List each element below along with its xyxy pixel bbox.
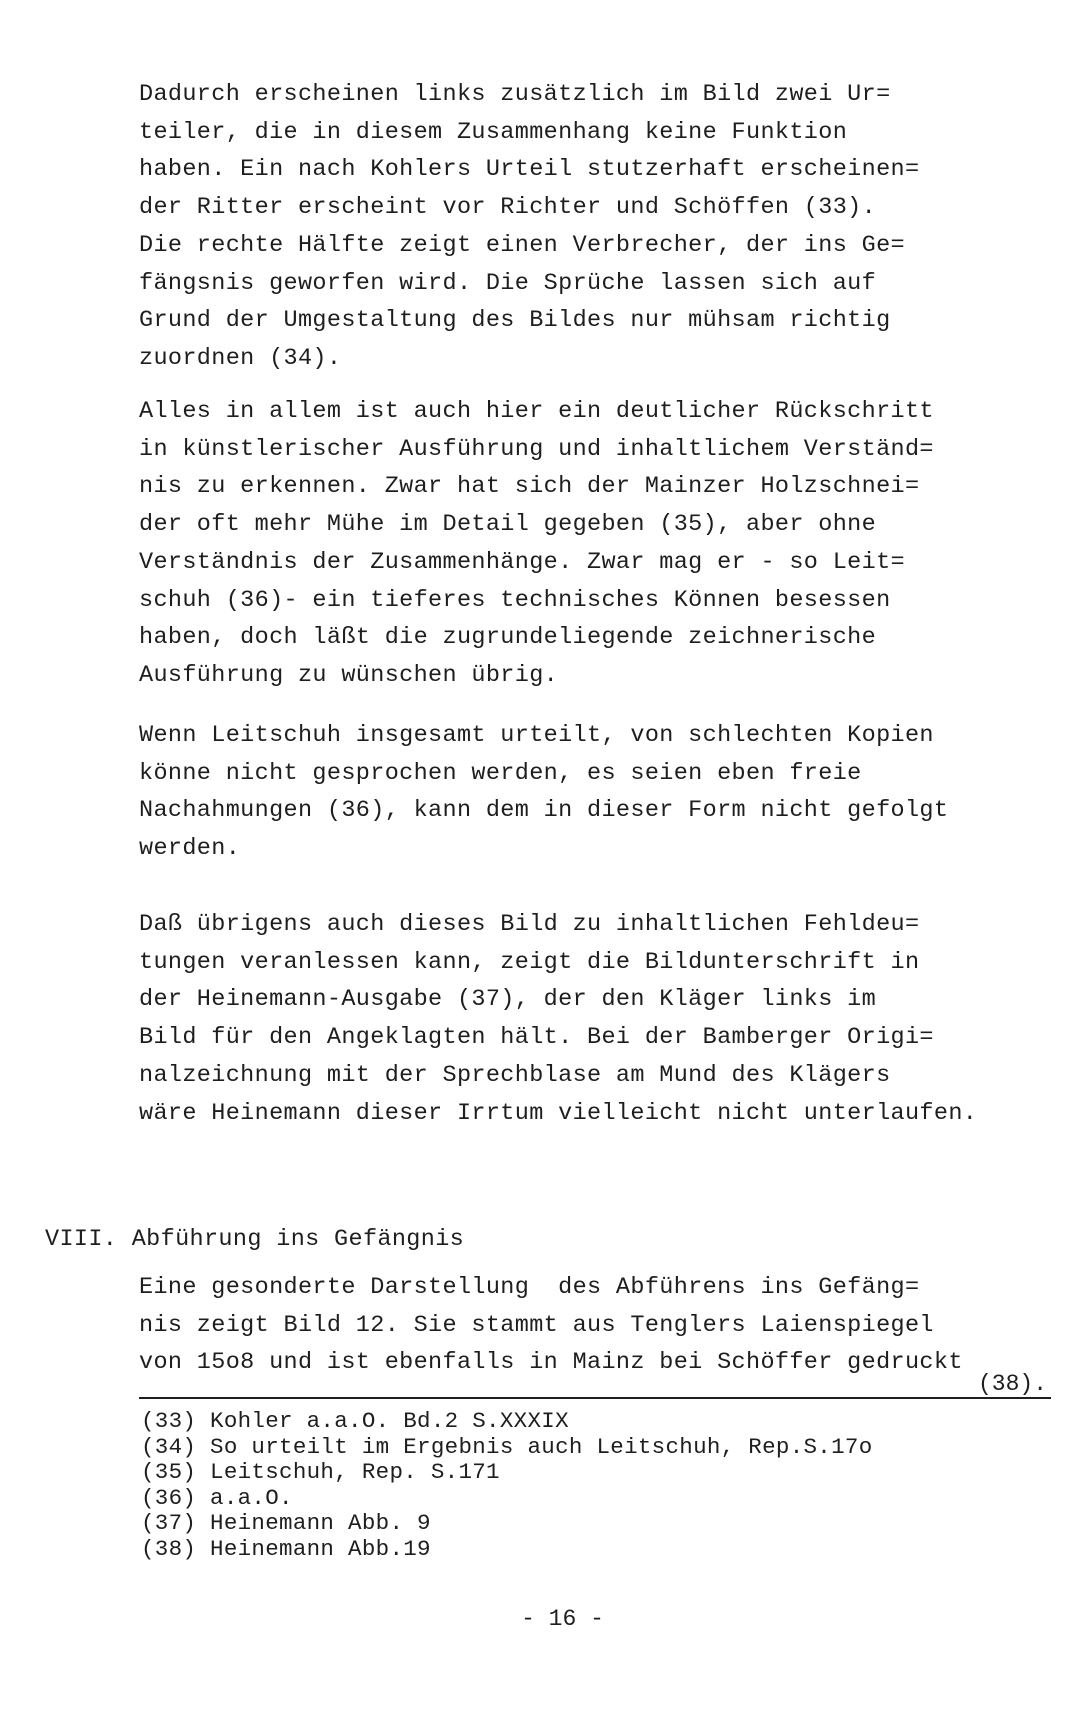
page-number: - 16 - [521,1606,604,1632]
text-line: Daß übrigens auch dieses Bild zu inhaltlichen Fehldeu= [139,911,920,938]
text-line: Nachahmungen (36), kann dem in dieser Form nicht gefolgt [139,797,949,825]
footnote: (38) Heinemann Abb.19 [141,1535,431,1562]
text-line: Wenn Leitschuh insgesamt urteilt, von schlechten Kopien [139,722,934,749]
text-line: schuh (36)- ein tieferes technisches Können besessen [139,586,891,614]
text-line: nalzeichnung mit der Sprechblase am Mund des Klägers [139,1061,891,1089]
text-line: haben, doch läßt die zugrundeliegende zeichnerische [139,624,877,652]
paragraph-2 [139,393,934,695]
text-line: Eine gesonderte Darstellung des Abführens ins Gefäng= [139,1274,920,1301]
text-line: werden. [139,835,241,863]
text-line: Grund der Umgestaltung des Bildes nur mühsam richtig [139,307,891,335]
footnote: (35) Leitschuh, Rep. S.171 [141,1459,500,1486]
text-line: in künstlerischer Ausführung und inhaltlichem Verständ= [139,435,934,463]
text-line: zuordnen (34). [139,344,342,372]
text-line: Bild für den Angeklagten hält. Bei der Bamberger Origi= [139,1024,934,1052]
text-line: teiler, die in diesem Zusammenhang keine Funktion [139,118,848,146]
text-line: der oft mehr Mühe im Detail gegeben (35), aber ohne [139,511,877,539]
footnote-divider [139,1397,1051,1399]
text-line: wäre Heinemann dieser Irrtum vielleicht nicht unterlaufen. [139,1099,978,1127]
footnote: (37) Heinemann Abb. 9 [141,1510,431,1537]
section-paragraph [139,1269,963,1382]
footnote: (36) a.a.O. [141,1484,293,1511]
text-line: fängsnis geworfen wird. Die Sprüche lassen sich auf [139,269,877,297]
footnote: (33) Kohler a.a.O. Bd.2 S.XXXIX [141,1408,569,1434]
footnote: (34) So urteilt im Ergebnis auch Leitschuh, Rep.S.17o [141,1433,873,1460]
text-line: tungen veranlessen kann, zeigt die Bildunterschrift in [139,948,920,976]
text-line: haben. Ein nach Kohlers Urteil stutzerhaft erscheinen= [139,156,920,184]
paragraph-3 [139,717,948,868]
text-line: von 15o8 und ist ebenfalls in Mainz bei Schöffer gedruckt [139,1349,963,1377]
footnotes-list [141,1409,873,1563]
text-line: könne nicht gesprochen werden, es seien eben freie [139,759,862,787]
text-line: Ausführung zu wünschen übrig. [139,661,559,689]
text-line: Die rechte Hälfte zeigt einen Verbrecher, der ins Ge= [139,231,905,259]
text-line: Dadurch erscheinen links zusätzlich im Bild zwei Ur= [139,81,891,108]
section-heading: VIII. Abführung ins Gefängnis [45,1226,465,1253]
paragraph-4 [139,906,977,1132]
text-line: Verständnis der Zusammenhänge. Zwar mag er - so Leit= [139,548,905,576]
paragraph-1 [139,76,919,378]
text-line: nis zu erkennen. Zwar hat sich der Mainzer Holzschnei= [139,473,920,501]
footnote-ref-continuation: (38). [978,1371,1048,1397]
text-line: der Heinemann-Ausgabe (37), der den Kläger links im [139,986,877,1014]
text-line: der Ritter erscheint vor Richter und Schöffen (33). [139,194,877,222]
text-line: nis zeigt Bild 12. Sie stammt aus Tenglers Laienspiegel [139,1311,934,1339]
text-line: Alles in allem ist auch hier ein deutlicher Rückschritt [139,398,934,425]
